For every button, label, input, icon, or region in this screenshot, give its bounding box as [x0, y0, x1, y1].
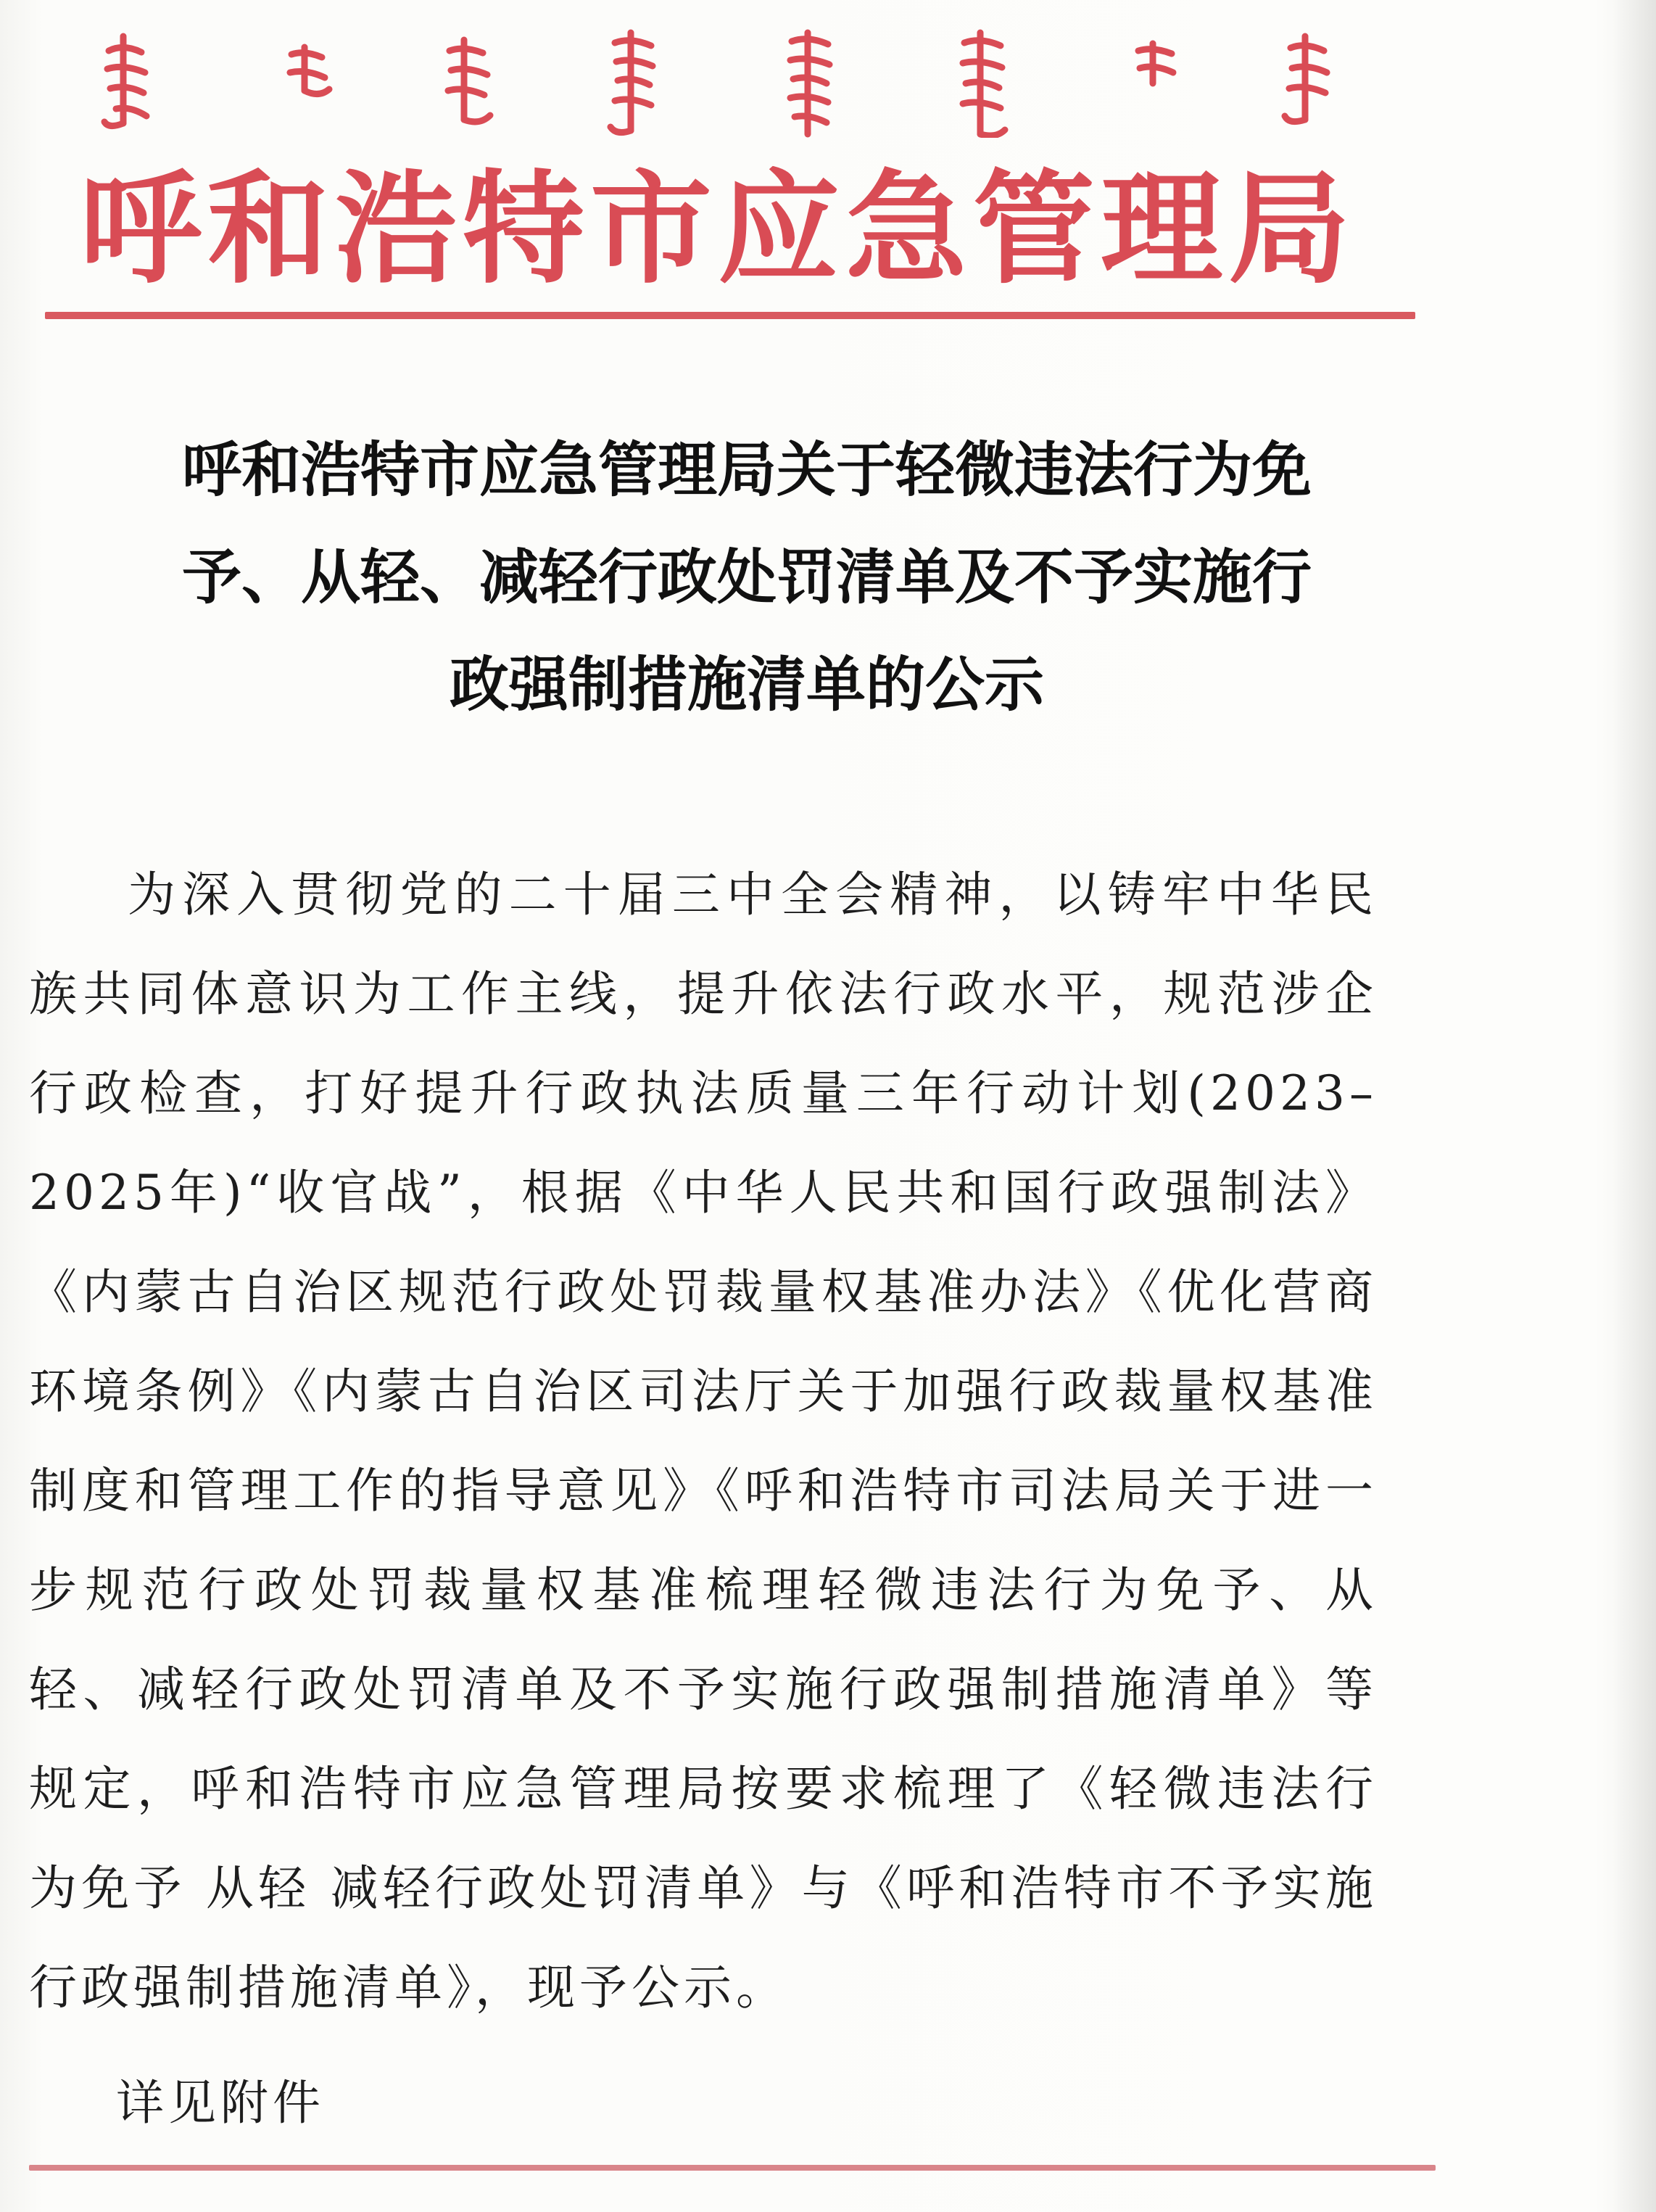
- attachment-note: 详见附件: [116, 2075, 325, 2131]
- title-line-2: 予、从轻、减轻行政处罚清单及不予实施行: [181, 543, 1312, 612]
- mongolian-script-logo: [87, 29, 1363, 138]
- title-line-1: 呼和浩特市应急管理局关于轻微违法行为免: [181, 436, 1312, 505]
- scan-edge-shadow: [1612, 0, 1656, 2212]
- footer-divider: [29, 2165, 1436, 2171]
- document-title: [87, 417, 1407, 739]
- body-paragraph: 为深入贯彻党的二十届三中全会精神，以铸牢中华民族共同体意识为工作主线，提升依法行政水平，规范涉企行政检查，打好提升行政执法质量三年行动计划(2023–2025年)“收官战”，根据《中华人民共和国行政强制法》《内蒙古自治区规范行政处罚裁量权基准办法》《优化营商环境条例》《内蒙古自治区司法厅关于加强行政裁量权基准制度和管理工作的指导意见》《呼和浩特市司法局关于进一步规范行政处罚裁量权基准梳理轻微违法行为免予、从轻、减轻行政处罚清单及不予实施行政强制措施清单》等规定，呼和浩特市应急管理局按要求梳理了《轻微违法行为免予 从轻 减轻行政处罚清单》与《呼和浩特市不予实施行政强制措施清单》，现予公示。: [29, 867, 1378, 2015]
- title-line-3: 政强制措施清单的公示: [449, 651, 1044, 719]
- letterhead-divider: [45, 312, 1415, 319]
- mongolian-script-header: [87, 29, 1363, 138]
- letterhead-organization-name: 呼和浩特市应急管理局: [80, 157, 1356, 300]
